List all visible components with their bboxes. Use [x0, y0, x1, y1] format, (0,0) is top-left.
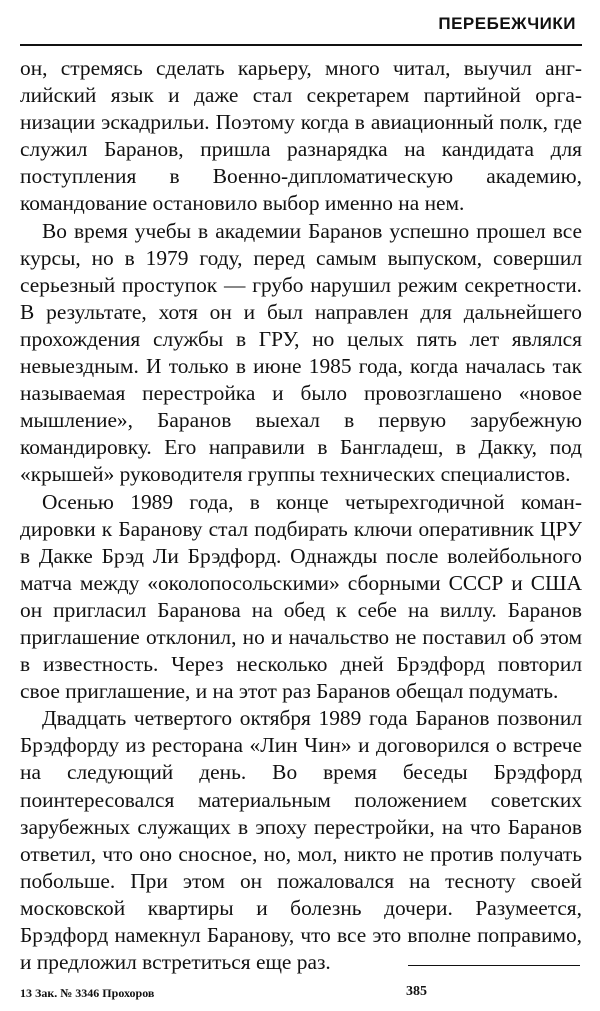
paragraph: Двадцать четвертого октября 1989 года Баранов позвонил Брэдфорду из ресторана «Лин Чин» и договорился о встрече на следующий день. Во время беседы Брэдфорд поинтересовался материальным положением советских зарубежных служащих в эпоху перестройки, на что Баранов ответил, что оно сносное, но, мол, никто не против получать побольше. При этом он пожаловался на тесноту своей московской квартиры и болезнь дочери. Разумеется, Брэдфорд намекнул Баранову, что все это вполне поправимо, и предложил встретиться еще раз.: [20, 706, 582, 975]
paragraph: Осенью 1989 года, в конце четырехгодичной командировки к Баранову стал подбирать ключи оперативник ЦРУ в Дакке Брэд Ли Брэдфорд. Однажды после волейбольного матча между «околопосольскими» сборными СССР и США он пригласил Баранова на обед к себе на виллу. Баранов приглашение отклонил, но и начальство не поставил об этом в известность. Через несколько дней Брэдфорд повторил свое приглашение, и на этот раз Баранов обещал подумать.: [20, 489, 582, 704]
page-number: 385: [406, 984, 427, 999]
paragraph-continuation: он, стремясь сделать карьеру, много читал, выучил английский язык и даже стал секретарем партийной организации эскадрильи. Поэтому когда в авиационный полк, где служил Баранов, пришла разнарядка на кандидата для поступления в Военно-дипломатическую академию, командование остановило выбор именно на нем.: [20, 56, 582, 216]
body-text: [20, 55, 582, 976]
running-title: ПЕРЕБЕЖЧИКИ: [438, 14, 576, 33]
footer-rule: [408, 965, 580, 966]
header-rule: [20, 44, 582, 46]
paragraph: Во время учебы в академии Баранов успешно прошел все курсы, но в 1979 году, перед самым выпуском, совершил серьезный проступок — грубо нарушил режим секретности. В результате, хотя он и был направлен для дальнейшего прохождения службы в ГРУ, но целых пять лет являлся невыездным. И только в июне 1985 года, когда началась так называемая перестройка и было провозглашено «новое мышление», Баранов выехал в первую зарубежную командировку. Его направили в Бангладеш, в Дакку, под «крышей» руководителя группы технических специалистов.: [20, 218, 582, 487]
print-imprint: 13 Зак. № 3346 Прохоров: [20, 986, 155, 1000]
